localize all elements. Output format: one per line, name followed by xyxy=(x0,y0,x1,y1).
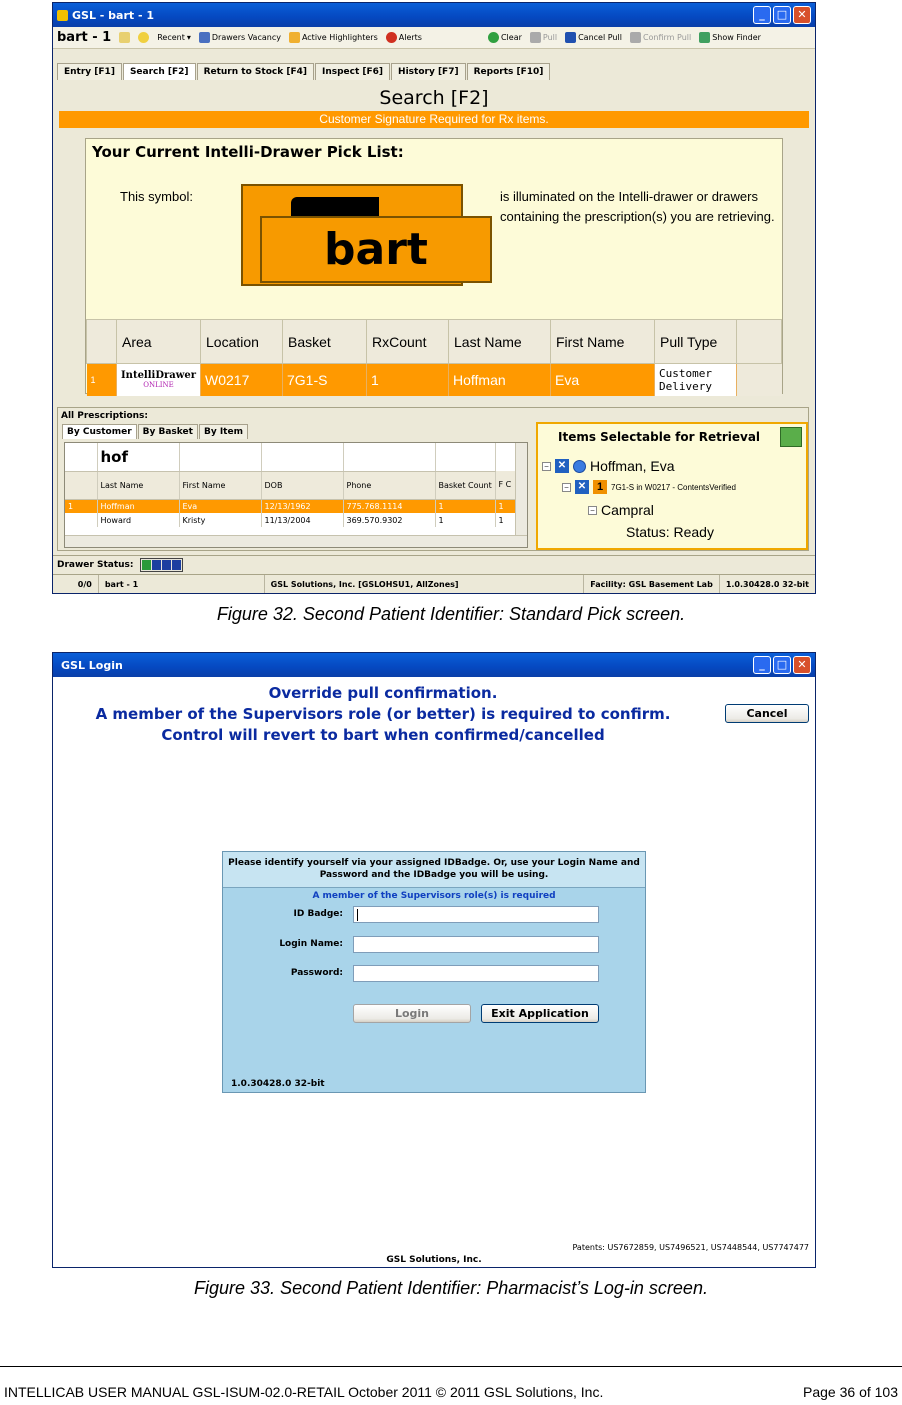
collapse-icon[interactable]: − xyxy=(588,506,597,515)
tab-by-basket[interactable]: By Basket xyxy=(138,424,198,439)
header-first-name[interactable]: First Name xyxy=(551,320,655,364)
window-title: GSL - bart - 1 xyxy=(72,8,155,22)
symbol-label: This symbol: xyxy=(120,189,193,204)
clear-label: Clear xyxy=(500,33,522,42)
minimize-icon[interactable]: _ xyxy=(753,6,771,24)
confirm-pull-icon xyxy=(630,32,641,43)
tab-search[interactable]: Search [F2] xyxy=(123,63,196,80)
header-last-name[interactable]: Last Name xyxy=(97,471,179,499)
company-name: GSL Solutions, Inc. xyxy=(386,1255,482,1265)
cell-extra: 1 xyxy=(495,499,525,513)
exit-application-button[interactable]: Exit Application xyxy=(481,1004,599,1023)
login-name-input[interactable] xyxy=(353,936,599,953)
vertical-scrollbar[interactable] xyxy=(515,443,527,548)
prescription-tabs xyxy=(62,424,249,439)
footer-page-number: Page 36 of 103 xyxy=(803,1384,898,1400)
cell-phone: 775.768.1114 xyxy=(343,499,435,513)
gsl-pick-window xyxy=(52,2,816,594)
login-name-label: Login Name: xyxy=(279,939,343,949)
drawer-number-icon: 1 xyxy=(593,480,607,494)
header-location[interactable]: Location xyxy=(201,320,283,364)
status-version: 1.0.30428.0 32-bit xyxy=(725,579,809,589)
cell-dob: 12/13/1962 xyxy=(261,499,343,513)
row-basket: 7G1-S xyxy=(283,364,367,396)
window-titlebar xyxy=(53,3,815,27)
row-location: W0217 xyxy=(201,364,283,396)
header-basket[interactable]: Basket xyxy=(283,320,367,364)
drawer-block-icon xyxy=(142,560,151,570)
filter-cell-3[interactable] xyxy=(261,443,343,471)
cancel-pull-label: Cancel Pull xyxy=(578,33,622,42)
tab-by-item[interactable]: By Item xyxy=(199,424,248,439)
filter-cell-5[interactable] xyxy=(435,443,495,471)
window-titlebar xyxy=(53,653,815,677)
cell-dob: 11/13/2004 xyxy=(261,513,343,527)
clear-button[interactable] xyxy=(488,32,522,43)
customer-header-row xyxy=(65,471,525,499)
override-line-3: Control will revert to bart when confirmed/cancelled xyxy=(161,726,605,744)
drawers-icon xyxy=(199,32,210,43)
drawer-block-icon xyxy=(162,560,171,570)
recent-button[interactable] xyxy=(157,33,191,42)
header-last-name[interactable]: Last Name xyxy=(449,320,551,364)
person-icon xyxy=(573,460,586,473)
pick-list-heading: Your Current Intelli-Drawer Pick List: xyxy=(92,143,404,161)
row-first-name: Eva xyxy=(551,364,655,396)
tree-drug[interactable] xyxy=(588,502,654,518)
header-dob[interactable]: DOB xyxy=(261,471,343,499)
pick-list-panel xyxy=(85,138,783,394)
main-tabs xyxy=(57,63,551,80)
pick-list-header xyxy=(87,320,782,364)
cell-phone: 369.570.9302 xyxy=(343,513,435,527)
tree-patient-name: Hoffman, Eva xyxy=(590,458,675,474)
status-facility: Facility: GSL Basement Lab xyxy=(584,575,720,593)
id-badge-input[interactable] xyxy=(353,906,599,923)
toolbar-user: bart - 1 xyxy=(57,30,112,45)
checkbox-icon[interactable]: ✕ xyxy=(575,480,589,494)
filter-cell-2[interactable] xyxy=(179,443,261,471)
confirm-pull-label: Confirm Pull xyxy=(642,33,692,42)
finder-icon xyxy=(699,32,710,43)
items-selectable-panel xyxy=(536,422,808,550)
cancel-button[interactable]: Cancel xyxy=(725,704,809,723)
header-first-name[interactable]: First Name xyxy=(179,471,261,499)
filter-input[interactable]: hof xyxy=(97,443,179,471)
recent-label: Recent xyxy=(157,33,185,42)
app-icon xyxy=(57,10,68,21)
alerts-button[interactable] xyxy=(386,32,422,43)
tab-inspect[interactable]: Inspect [F6] xyxy=(315,63,390,80)
collapse-icon[interactable]: − xyxy=(542,462,551,471)
prescriptions-title: All Prescriptions: xyxy=(61,411,148,421)
table-row[interactable] xyxy=(65,513,525,527)
tree-status-label: Status: Ready xyxy=(626,524,714,540)
customer-grid xyxy=(64,442,528,548)
patents-notice: Patents: US7672859, US7496521, US7448544, US7747477 xyxy=(572,1243,809,1252)
header-area[interactable]: Area xyxy=(117,320,201,364)
cell-idx xyxy=(65,513,97,527)
gsl-login-window xyxy=(52,652,816,1268)
role-required-notice: A member of the Supervisors role(s) is required xyxy=(312,891,556,901)
tab-entry[interactable]: Entry [F1] xyxy=(57,63,122,80)
screen-title: Search [F2] xyxy=(379,87,489,109)
login-panel xyxy=(222,851,646,1093)
filter-cell-4[interactable] xyxy=(343,443,435,471)
footer-manual-title: INTELLICAB USER MANUAL GSL-ISUM-02.0-RETAIL October 2011 © 2011 GSL Solutions, Inc. xyxy=(4,1384,604,1400)
tree-drug-name: Campral xyxy=(601,502,654,518)
tree-status xyxy=(626,524,714,540)
cell-idx: 1 xyxy=(65,499,97,513)
symbol-description: is illuminated on the Intelli-drawer or drawers containing the prescription(s) you are retrieving. xyxy=(500,189,775,224)
logo-line-1: IntelliDrawer xyxy=(121,370,196,382)
intellidrawer-logo xyxy=(117,364,201,396)
drawer-status-bar xyxy=(53,555,815,573)
clear-icon xyxy=(488,32,499,43)
pick-list-table xyxy=(86,319,782,396)
override-line-1: Override pull confirmation. xyxy=(268,684,498,702)
logo-line-2: ONLINE xyxy=(143,381,174,390)
bulb-icon[interactable] xyxy=(138,32,149,43)
alerts-label: Alerts xyxy=(398,33,422,42)
tab-return-to-stock[interactable]: Return to Stock [F4] xyxy=(197,63,314,80)
tab-reports[interactable]: Reports [F10] xyxy=(467,63,551,80)
pull-button[interactable] xyxy=(530,32,557,43)
tab-history[interactable]: History [F7] xyxy=(391,63,466,80)
drawer-block-icon xyxy=(172,560,181,570)
drawers-vacancy-label: Drawers Vacancy xyxy=(211,33,281,42)
cell-count: 1 xyxy=(435,499,495,513)
header-blank xyxy=(87,320,117,364)
chevron-down-icon: ▾ xyxy=(186,33,191,42)
row-last-name: Hoffman xyxy=(449,364,551,396)
window-statusbar xyxy=(53,574,815,593)
header-basket-count[interactable]: Basket Count xyxy=(435,471,495,499)
cell-last-name: Hoffman xyxy=(97,499,179,513)
checkbox-icon[interactable]: ✕ xyxy=(555,459,569,473)
items-panel-title: Items Selectable for Retrieval xyxy=(558,430,761,444)
row-tail xyxy=(737,364,782,396)
show-finder-button[interactable] xyxy=(699,32,761,43)
header-blank xyxy=(65,471,97,499)
login-button[interactable]: Login xyxy=(353,1004,471,1023)
row-pull-type: Customer Delivery xyxy=(655,364,737,396)
highlighter-icon xyxy=(289,32,300,43)
signature-banner: Customer Signature Required for Rx items. xyxy=(59,111,809,128)
active-highlighters-button[interactable] xyxy=(289,32,378,43)
password-input[interactable] xyxy=(353,965,599,982)
status-count: 0/0 xyxy=(53,575,99,593)
id-badge-label: ID Badge: xyxy=(293,909,343,919)
pull-label: Pull xyxy=(542,33,558,42)
finder-tool-icon[interactable] xyxy=(780,427,802,447)
cell-last-name: Howard xyxy=(97,513,179,527)
tree-basket[interactable] xyxy=(562,480,736,494)
table-row[interactable] xyxy=(65,499,525,513)
cell-count: 1 xyxy=(435,513,495,527)
minimize-icon[interactable]: _ xyxy=(753,656,771,674)
figure-32-caption: Figure 32. Second Patient Identifier: Standard Pick screen. xyxy=(216,604,686,624)
status-user: bart - 1 xyxy=(99,575,265,593)
footer-rule xyxy=(0,1366,902,1367)
main-toolbar xyxy=(53,27,815,49)
tree-basket-label: 7G1-S in W0217 - ContentsVerified xyxy=(611,482,736,492)
password-label: Password: xyxy=(290,968,343,978)
drawer-status-indicator xyxy=(140,558,183,572)
customer-table xyxy=(65,443,525,527)
cancel-pull-icon xyxy=(565,32,576,43)
header-pull-type[interactable]: Pull Type xyxy=(655,320,737,364)
cancel-pull-button[interactable] xyxy=(565,32,622,43)
row-index: 1 xyxy=(87,364,117,396)
close-icon[interactable]: ✕ xyxy=(793,656,811,674)
confirm-pull-button[interactable] xyxy=(630,32,691,43)
table-row[interactable] xyxy=(87,364,782,396)
figure-33-caption: Figure 33. Second Patient Identifier: Pharmacist’s Log-in screen. xyxy=(194,1278,708,1298)
login-window-body xyxy=(53,677,815,1267)
tab-by-customer[interactable]: By Customer xyxy=(62,424,137,439)
header-extra[interactable]: F C xyxy=(495,471,525,499)
header-tail xyxy=(737,320,782,364)
drawer-status-label: Drawer Status: xyxy=(57,559,134,570)
drawer-block-icon xyxy=(152,560,161,570)
active-highlighters-label: Active Highlighters xyxy=(301,33,378,42)
header-rxcount[interactable]: RxCount xyxy=(367,320,449,364)
row-rxcount: 1 xyxy=(367,364,449,396)
pull-icon xyxy=(530,32,541,43)
alert-icon xyxy=(386,32,397,43)
maximize-icon[interactable]: □ xyxy=(773,6,791,24)
status-company: GSL Solutions, Inc. [GSLOHSU1, AllZones] xyxy=(265,575,585,593)
override-message xyxy=(53,683,713,746)
override-line-2: A member of the Supervisors role (or better) is required to confirm. xyxy=(95,705,671,723)
cell-first-name: Kristy xyxy=(179,513,261,527)
filter-blank xyxy=(65,443,97,471)
close-icon[interactable]: ✕ xyxy=(793,6,811,24)
login-version: 1.0.30428.0 32-bit xyxy=(231,1079,325,1089)
cell-first-name: Eva xyxy=(179,499,261,513)
show-finder-label: Show Finder xyxy=(712,33,761,42)
all-prescriptions-box xyxy=(57,407,809,551)
cell-extra: 1 xyxy=(495,513,525,527)
maximize-icon[interactable]: □ xyxy=(773,656,791,674)
horizontal-scrollbar[interactable] xyxy=(65,535,527,547)
filter-row xyxy=(65,443,525,471)
header-phone[interactable]: Phone xyxy=(343,471,435,499)
collapse-icon[interactable]: − xyxy=(562,483,571,492)
tree-patient[interactable] xyxy=(542,458,675,474)
notepad-icon[interactable] xyxy=(119,32,130,43)
login-instructions: Please identify yourself via your assigned IDBadge. Or, use your Login Name and Password and the IDBadge you will be using. xyxy=(223,852,645,888)
drawer-symbol: bart xyxy=(260,216,492,283)
window-title: GSL Login xyxy=(61,658,123,672)
drawers-vacancy-button[interactable] xyxy=(199,32,281,43)
